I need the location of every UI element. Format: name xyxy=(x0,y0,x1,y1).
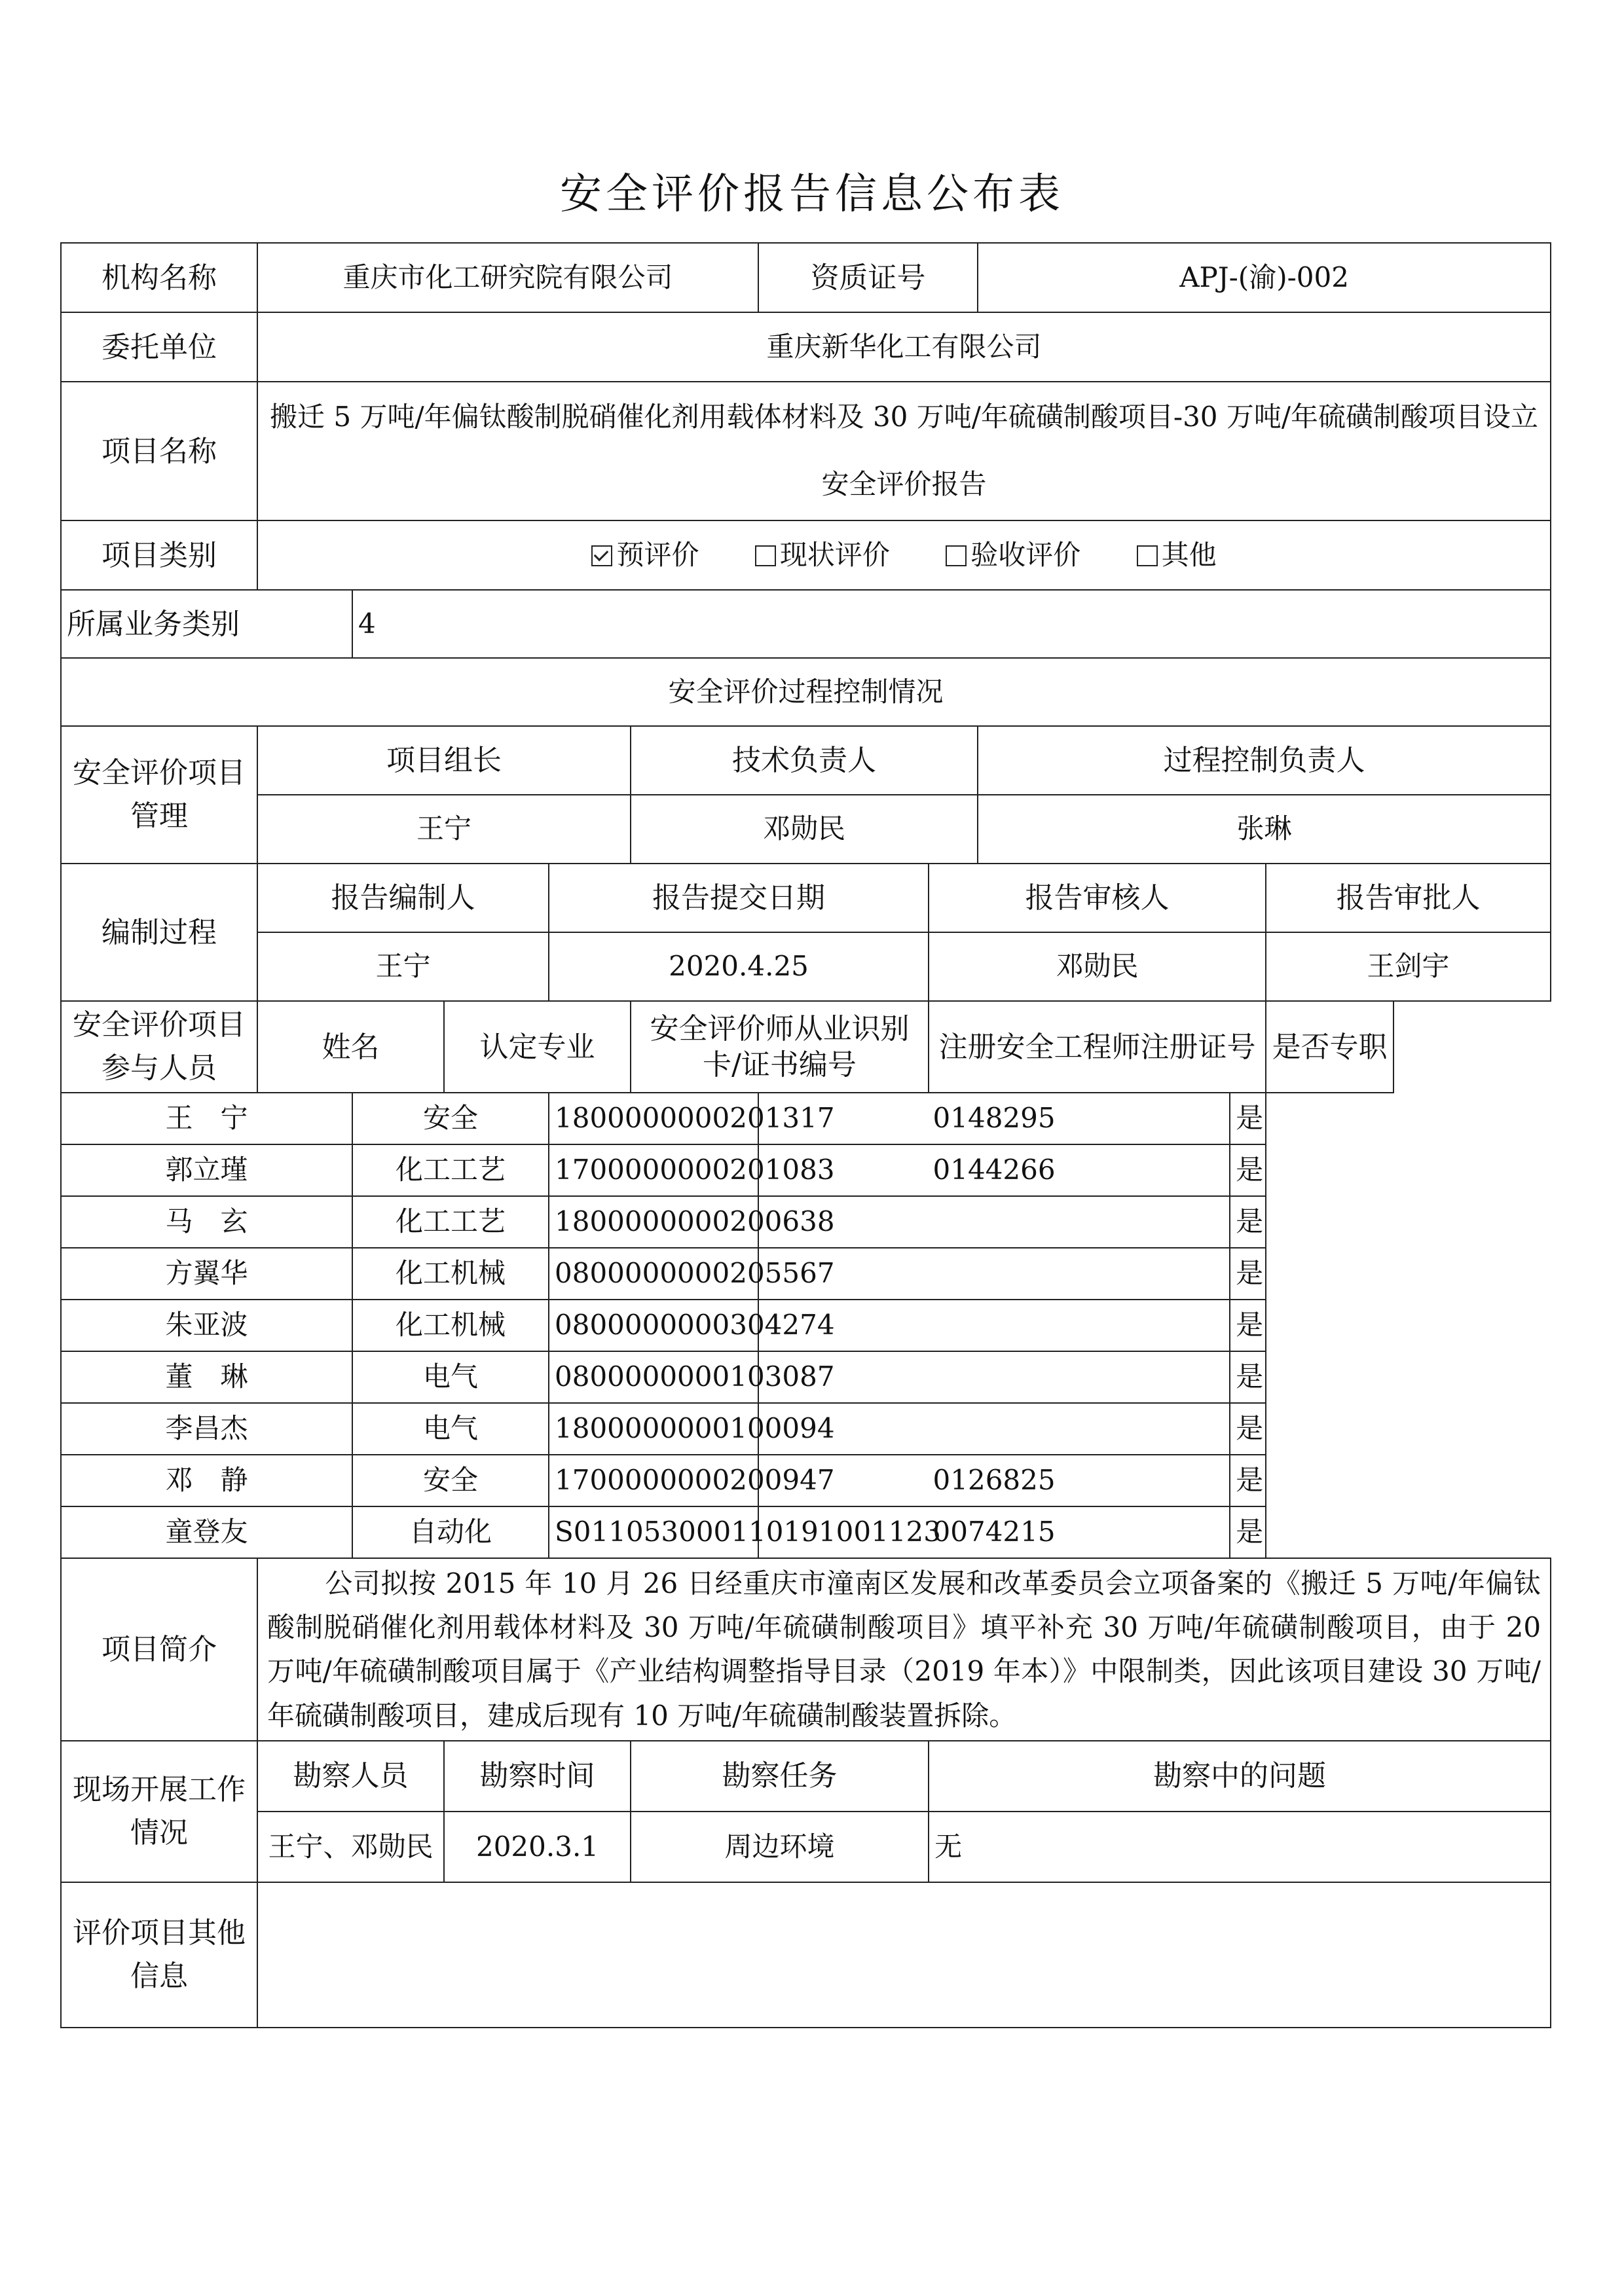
site-header-task: 勘察任务 xyxy=(631,1741,929,1812)
other-label: 评价项目其他信息 xyxy=(61,1882,257,2028)
type-options xyxy=(257,520,1551,590)
participant-fulltime: 是 xyxy=(1230,1506,1266,1558)
management-control: 张琳 xyxy=(978,795,1551,864)
empty-box-icon xyxy=(946,545,967,566)
summary-text: 公司拟按 2015 年 10 月 26 日经重庆市潼南区发展和改革委员会立项备案的《搬迁 5 万吨/年偏钛酸制脱硝催化剂用载体材料及 30 万吨/年硫磺制酸项目》填平补充 30 万吨/年硫磺制酸项目，由于 20 万吨/年硫磺制酸项目属于《产业结构调整指导目录（2019 年本）》中限制类，因此该项目建设 30 万吨/年硫磺制酸项目，建成后现有 10 万吨/年硫磺制酸装置拆除。 xyxy=(257,1558,1551,1741)
participant-name: 郭立瑾 xyxy=(61,1144,352,1196)
participant-row xyxy=(61,1196,1551,1248)
participant-specialty: 化工工艺 xyxy=(352,1196,549,1248)
participants-header-reg: 注册安全工程师注册证号 xyxy=(929,1001,1266,1093)
participant-reg: 0144266 xyxy=(758,1144,1230,1196)
participant-fulltime: 是 xyxy=(1230,1403,1266,1455)
participant-name: 邓 静 xyxy=(61,1455,352,1506)
business-label: 所属业务类别 xyxy=(61,590,352,658)
participant-name: 马 玄 xyxy=(61,1196,352,1248)
participant-fulltime: 是 xyxy=(1230,1455,1266,1506)
participant-specialty: 安全 xyxy=(352,1093,549,1144)
management-leader: 王宁 xyxy=(257,795,631,864)
compilation-header-approver: 报告审批人 xyxy=(1266,864,1551,932)
compilation-header-date: 报告提交日期 xyxy=(549,864,929,932)
other-value xyxy=(257,1882,1551,2028)
participant-reg: 0126825 xyxy=(758,1455,1230,1506)
empty-box-icon xyxy=(1137,545,1158,566)
site-staff: 王宁、邓勋民 xyxy=(257,1812,444,1882)
participant-specialty: 化工机械 xyxy=(352,1300,549,1351)
compilation-header-reviewer: 报告审核人 xyxy=(929,864,1266,932)
management-header-leader: 项目组长 xyxy=(257,726,631,795)
participant-card: 1800000000201317 xyxy=(549,1093,758,1144)
option-acceptance-eval[interactable]: 验收评价 xyxy=(946,538,1080,573)
participant-specialty: 自动化 xyxy=(352,1506,549,1558)
participants-body xyxy=(61,1093,1551,1558)
compilation-header-author: 报告编制人 xyxy=(257,864,549,932)
participant-fulltime: 是 xyxy=(1230,1093,1266,1144)
site-task: 周边环境 xyxy=(631,1812,929,1882)
participant-row xyxy=(61,1506,1551,1558)
type-label: 项目类别 xyxy=(61,520,257,590)
participant-specialty: 化工机械 xyxy=(352,1248,549,1300)
client-value: 重庆新华化工有限公司 xyxy=(257,312,1551,382)
client-label: 委托单位 xyxy=(61,312,257,382)
participant-name: 李昌杰 xyxy=(61,1403,352,1455)
participant-row xyxy=(61,1351,1551,1403)
checked-box-icon xyxy=(591,545,612,566)
participant-card: 1700000000201083 xyxy=(549,1144,758,1196)
participant-card: 1700000000200947 xyxy=(549,1455,758,1506)
participant-card: 0800000000304274 xyxy=(549,1300,758,1351)
participant-fulltime: 是 xyxy=(1230,1300,1266,1351)
participant-name: 方翼华 xyxy=(61,1248,352,1300)
org-label: 机构名称 xyxy=(61,243,257,312)
option-other[interactable]: 其他 xyxy=(1137,538,1217,573)
participant-row xyxy=(61,1403,1551,1455)
option-status-eval[interactable]: 现状评价 xyxy=(755,538,890,573)
compilation-label: 编制过程 xyxy=(61,864,257,1001)
management-tech: 邓勋民 xyxy=(631,795,978,864)
participants-header-fulltime: 是否专职 xyxy=(1266,1001,1393,1093)
participants-label: 安全评价项目参与人员 xyxy=(61,1001,257,1093)
site-issues: 无 xyxy=(929,1812,1551,1882)
participant-card: 1800000000100094 xyxy=(549,1403,758,1455)
participant-fulltime: 是 xyxy=(1230,1144,1266,1196)
page-title: 安全评价报告信息公布表 xyxy=(560,170,1064,219)
participant-row xyxy=(61,1093,1551,1144)
participant-reg: 0074215 xyxy=(758,1506,1230,1558)
process-heading: 安全评价过程控制情况 xyxy=(61,658,1551,726)
management-header-control: 过程控制负责人 xyxy=(978,726,1551,795)
summary-label: 项目简介 xyxy=(61,1558,257,1741)
participant-specialty: 电气 xyxy=(352,1351,549,1403)
participant-reg: 0148295 xyxy=(758,1093,1230,1144)
management-header-tech: 技术负责人 xyxy=(631,726,978,795)
participant-fulltime: 是 xyxy=(1230,1196,1266,1248)
info-table xyxy=(60,242,1551,2028)
participant-fulltime: 是 xyxy=(1230,1351,1266,1403)
participant-card: 1800000000200638 xyxy=(549,1196,758,1248)
site-header-time: 勘察时间 xyxy=(444,1741,631,1812)
participant-specialty: 化工工艺 xyxy=(352,1144,549,1196)
compilation-date: 2020.4.25 xyxy=(549,932,929,1001)
participants-header-name: 姓名 xyxy=(257,1001,444,1093)
cert-label: 资质证号 xyxy=(758,243,978,312)
participant-card: 0800000000103087 xyxy=(549,1351,758,1403)
participant-row xyxy=(61,1300,1551,1351)
management-label: 安全评价项目管理 xyxy=(61,726,257,864)
participant-card: S011053000110191001123 xyxy=(549,1506,758,1558)
site-label: 现场开展工作情况 xyxy=(61,1741,257,1882)
compilation-author: 王宁 xyxy=(257,932,549,1001)
project-label: 项目名称 xyxy=(61,382,257,520)
option-pre-eval[interactable]: 预评价 xyxy=(591,538,699,573)
site-time: 2020.3.1 xyxy=(444,1812,631,1882)
org-value: 重庆市化工研究院有限公司 xyxy=(257,243,758,312)
compilation-reviewer: 邓勋民 xyxy=(929,932,1266,1001)
participants-header-specialty: 认定专业 xyxy=(444,1001,631,1093)
participant-name: 童登友 xyxy=(61,1506,352,1558)
participant-row xyxy=(61,1144,1551,1196)
participant-fulltime: 是 xyxy=(1230,1248,1266,1300)
project-value: 搬迁 5 万吨/年偏钛酸制脱硝催化剂用载体材料及 30 万吨/年硫磺制酸项目-30 万吨/年硫磺制酸项目设立安全评价报告 xyxy=(257,382,1551,520)
participant-card: 0800000000205567 xyxy=(549,1248,758,1300)
participant-row xyxy=(61,1455,1551,1506)
participant-name: 董 琳 xyxy=(61,1351,352,1403)
participant-specialty: 安全 xyxy=(352,1455,549,1506)
site-header-staff: 勘察人员 xyxy=(257,1741,444,1812)
participant-specialty: 电气 xyxy=(352,1403,549,1455)
participants-header-card: 安全评价师从业识别卡/证书编号 xyxy=(631,1001,929,1093)
compilation-approver: 王剑宇 xyxy=(1266,932,1551,1001)
cert-value: APJ-(渝)-002 xyxy=(978,243,1551,312)
empty-box-icon xyxy=(755,545,776,566)
business-value: 4 xyxy=(352,590,1551,658)
participant-row xyxy=(61,1248,1551,1300)
participant-name: 朱亚波 xyxy=(61,1300,352,1351)
site-header-issues: 勘察中的问题 xyxy=(929,1741,1551,1812)
participant-name: 王 宁 xyxy=(61,1093,352,1144)
